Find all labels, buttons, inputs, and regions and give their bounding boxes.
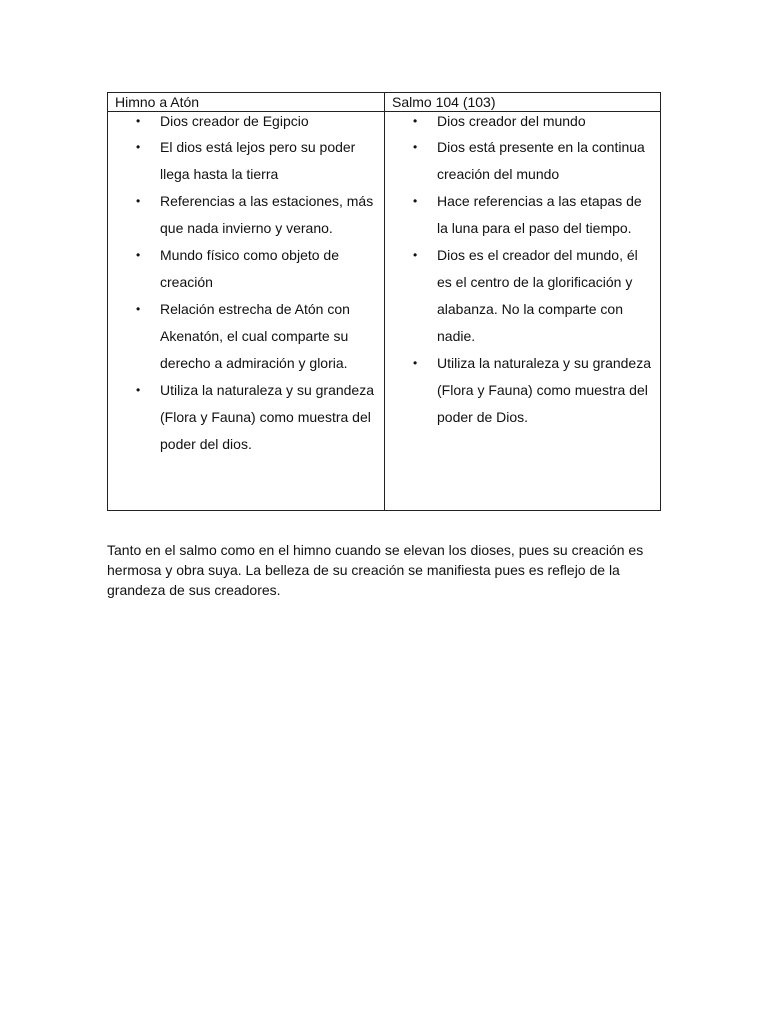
bullet-icon: • <box>136 383 141 397</box>
left-bullet-list <box>108 111 384 458</box>
right-column <box>385 93 660 510</box>
bullet-text: Relación estrecha de Atón con Akenatón, el cual comparte su derecho a admiración y gloria. <box>160 301 350 371</box>
bullet-item <box>108 188 384 242</box>
bullet-icon: • <box>136 194 141 208</box>
bullet-item <box>385 134 660 188</box>
bullet-text: Dios es el creador del mundo, él es el centro de la glorificación y alabanza. No la comparte con nadie. <box>437 247 638 344</box>
bullet-text: El dios está lejos pero su poder llega hasta la tierra <box>160 139 356 182</box>
bullet-item <box>108 134 384 188</box>
right-bullet-list <box>385 111 660 431</box>
right-column-header: Salmo 104 (103) <box>392 94 496 110</box>
closing-paragraph: Tanto en el salmo como en el himno cuando se elevan los dioses, pues su creación es hermosa y obra suya. La belleza de su creación se manifiesta pues es reflejo de la grandeza de sus creadores. <box>107 542 644 598</box>
bullet-item <box>385 350 660 431</box>
bullet-text: Hace referencias a las etapas de la luna para el paso del tiempo. <box>437 193 642 236</box>
bullet-text: Referencias a las estaciones, más que nada invierno y verano. <box>160 193 374 236</box>
bullet-icon: • <box>136 114 141 128</box>
bullet-icon: • <box>413 356 418 370</box>
bullet-text: Mundo físico como objeto de creación <box>160 247 339 290</box>
bullet-item <box>108 111 384 131</box>
bullet-icon: • <box>413 248 418 262</box>
bullet-text: Dios creador del mundo <box>437 113 586 129</box>
bullet-text: Utiliza la naturaleza y su grandeza (Flora y Fauna) como muestra del poder del dios. <box>160 382 375 452</box>
bullet-text: Dios está presente en la continua creación del mundo <box>437 139 645 182</box>
bullet-item <box>108 377 384 458</box>
left-column-header: Himno a Atón <box>115 94 200 110</box>
bullet-icon: • <box>136 302 141 316</box>
bullet-item <box>385 188 660 242</box>
comparison-table <box>107 92 661 511</box>
bullet-icon: • <box>413 194 418 208</box>
left-column <box>108 93 384 510</box>
bullet-item <box>385 242 660 350</box>
bullet-item <box>108 242 384 296</box>
bullet-icon: • <box>136 140 141 154</box>
bullet-item <box>108 296 384 377</box>
bullet-item <box>385 111 660 131</box>
bullet-icon: • <box>413 140 418 154</box>
bullet-text: Dios creador de Egipcio <box>160 113 309 129</box>
bullet-icon: • <box>413 114 418 128</box>
bullet-text: Utiliza la naturaleza y su grandeza (Flora y Fauna) como muestra del poder de Dios. <box>437 355 652 425</box>
bullet-icon: • <box>136 248 141 262</box>
